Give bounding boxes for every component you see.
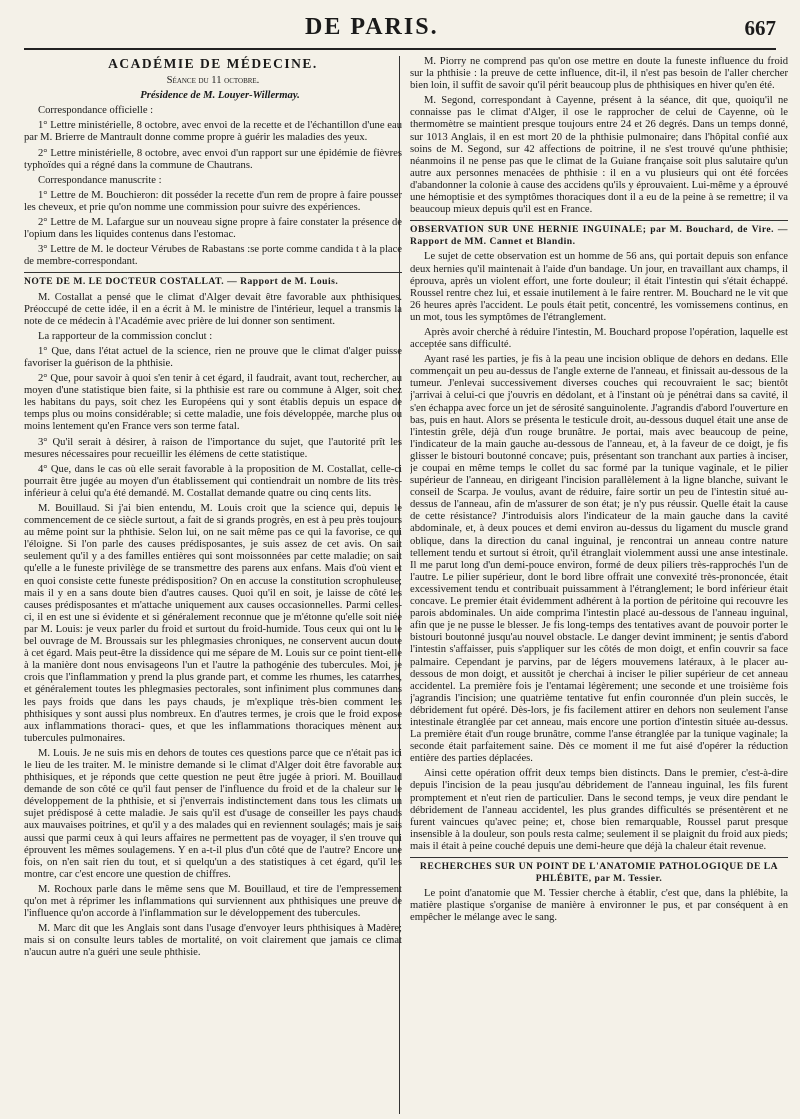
paragraph: M. Costallat a pensé que le climat d'Alger devait être favorable aux phthisiques. Préoccupé de cette idée, il en a écrit à M. le ministre de l'intérieur, lequel a transmis la note de ce médecin à l'Académie avec prière de lui donner son sentiment.: [24, 291, 402, 327]
section-title: ACADÉMIE DE MÉDECINE.: [108, 56, 318, 71]
paragraph: 1° Lettre ministérielle, 8 octobre, avec envoi de la recette et de l'échantillon d'une eau par M. Brierre de Mantrault donne comme propre à guérir les maladies des yeux.: [24, 120, 402, 144]
paragraph: M. Rochoux parle dans le même sens que M. Bouillaud, et tire de l'empressement qu'on met à réprimer les inflammations qui surviennent aux phthisiques une preuve de l'influence qu'on accorde à l'inflammation sur le développement des tubercules.: [24, 883, 402, 920]
seance-date: Séance du 11 octobre.: [166, 75, 260, 87]
paragraph: M. Piorry ne comprend pas qu'on ose mettre en doute la funeste influence du froid sur la phthisie : la preuve de cette influence, dit-il, il n'est pas besoin de l'aller chercher bien loin, il suffit de savoir qu'il périt beaucoup plus de phthisiques en hiver qu'en été.: [410, 56, 788, 92]
paragraph: Le sujet de cette observation est un homme de 56 ans, qui portait depuis son enfance deux hernies qu'il maintenait à l'aide d'un bandage. Un jour, en travaillant aux champs, il éprouva, après un violent effort, une forte douleur; il était l'intestin qui s'était échappé. Roussel rentre chez lui, et essaie inutilement à le faire rentrer. M. Bouchard ne le vit que 26 heures après l'accident. Le pouls était petit, concentré, les vomissemens continus, en un mot, tous les symptômes de l'étranglement.: [410, 251, 788, 323]
newspaper-title: DE PARIS.: [305, 14, 439, 40]
right-column: [410, 56, 788, 1114]
paragraph: M. Bouillaud. Si j'ai bien entendu, M. Louis croit que la science qui, depuis le commencement de ce siècle surtout, a fait de si grands progrès, en est à peu près toujours au même point sur la phthisie. Selon lui, on ne sait même pas ce qui la favorise, ce qui l'éloigne. Si l'on parle des causes prédisposantes, je suis assez de cet avis. On sait seulement qu'il y a des familles entières qui sont moissonnées par cette maladie; on sait qu'elle a le funeste privilège de se transmettre des parens aux enfans. Mais d'où vient et en quoi consiste cette funeste prédisposition? On en accuse la constitution scrophuleuse; mais il y en a sans doute bien d'autres causes. Quoi qu'il en soit, je laisse de côté les causes prédisposantes et m'attache uniquement aux causes occasionnelles. Parmi celles-ci, il en est une si évidente et si généralement reconnue que je m'étonne qu'elle soit niée par M. Louis: je veux parler du froid et surtout du froid-humide. Tous ceux qui ont lu le bel ouvrage de M. Broussais sur les phlegmasies chroniques, ne conservent aucun doute à cet égard. Mais peut-être la dissidence qui me sépare de M. Louis sur ce point tient-elle à la manière dont nous envisageons l'un et l'autre la pathogénie des tubercules. Moi, je crois que l'inflammation y prend la plus grande part, et comme les rhumes, les catarrhes, et généralement toutes les phlegmasies pectorales, sont infiniment plus communes dans les pays froids que dans les pays chauds, je m'explique très-bien comment les phthisiques y sont aussi plus nombreux. En d'autres termes, je crois que le froid expose aux inflammations thoraci- ques, et que les inflammations thoraciques mènent aux tubercules pulmonaires.: [24, 503, 402, 744]
paragraph: Ainsi cette opération offrit deux temps bien distincts. Dans le premier, c'est-à-dire depuis l'incision de la peau jusqu'au débridement de l'anneau inguinal, les fils furent promptement et n'eut rien de particulier. Dans le second temps, je veux dire pendant le débridement de l'anneau accidentel, les plus grandes difficultés se présentèrent et ne furent vaincues qu'avec peine; et, chose bien remarquable, Roussel parut presque insensible à la douleur, son pouls resta calme; seulement il se plaignit du froid aux pieds; mais il était à peine couché depuis une demi-heure que déjà la chaleur était revenue.: [410, 768, 788, 852]
section-rule: [410, 220, 788, 221]
paragraph: Ayant rasé les parties, je fis à la peau une incision oblique de dehors en dedans. Elle commençait un peu au-dessus de l'angle externe de l'anneau, et finissait au-dessous de la tumeur. J'enlevai successivement diverses couches qui recouvraient le sac; bientôt j'arrivai à celui-ci que j'ouvris en dédolant, et à l'instant où je pénétrai dans sa cavité, il s'en échappa avec force un jet de sérosité sanguinolente. J'agrandis d'abord l'ouverture en bas, puis en haut. Alors se présenta le testicule droit, au-dessous duquel était une anse de l'intestin grêle, déjà d'un rouge brunâtre. Je portai, mais avec beaucoup de peine, l'indicateur de la main gauche au-dessous de l'anneau, et, à la faveur de ce doigt, je fis glisser le bistouri boutonné concave; puis, présentant son tranchant aux parties à inciser, je coupai en même temps le collet du sac formé par la tunique vaginale, et le pilier supérieur de l'anneau, en dirigeant l'incision parallèlement à la ligne blanche, suivant le conseil de Scarpa. Je voulus, avant de réduire, faire sortir un peu de l'intestin situé au-dessus de l'anneau, afin de m'assurer de son état; je n'y pus réussir. Quelle était la cause de cette résistance? J'introduisis alors l'indicateur de la main gauche dans la cavité abdominale, et, à deux pouces et demi environ au-dessus du ligament du muscle grand oblique, dans la direction du canal inguinal, je rencontrai un anneau contre nature tellement tendu et surtout si étroit, qu'il étranglait violemment aussi une anse intestinale. Il me parut long d'un demi-pouce environ, formé de deux piliers très-rapprochés l'un de l'autre. Le pilier supérieur, dont le bord libre offrait une convexité très-prononcée, était excessivement tendu et contribuait puissamment à l'étranglement; le bord inférieur était concave. Le premier était évidemment adhérent à la portion de péritoine qui recouvre les parois abdominales. Un aide comprima l'intestin placé au-dessous de l'anneau inguinal, afin que je ne pusse le blesser. Je fis long-temps des tentatives avant de pouvoir porter le bistouri boutonné jusqu'au nouvel obstacle. Le danger devint imminent; je sentis d'abord l'intestin s'affaisser, puis s'appliquer sur les côtés de mon doigt, et enfin couvrir sa face palmaire. Cependant je parvins, par de légers mouvemens latéraux, à le placer au-dessous de mon doigt, et aussitôt je cherchai à inciser le pilier supérieur de cet anneau accidentel. La première fois je l'entamai légèrement; une seconde et une troisième fois j'agrandis l'incision; une quatrième tentative fut enfin couronnée d'un plein succès, le débridement fut opéré. Dès-lors, je fis facilement attirer en dehors non seulement l'anse intestinale étranglée par cet anneau, mais encore une portion d'intestin située au-dessus. La première était d'un rouge brunâtre, comme l'anse étranglée par la tunique vaginale; la seconde était parfaitement saine. Dès ce moment il me fut aisé d'opérer la réduction entière des parties déplacées.: [410, 354, 788, 765]
paragraph: 1° Lettre de M. Bouchieron: dit posséder la recette d'un rem de propre à faire pousser les cheveux, et prie qu'on nomme une commission pour suivre des expériences.: [24, 189, 402, 213]
paragraph: M. Segond, correspondant à Cayenne, présent à la séance, dit que, quoiqu'il ne connaisse pas le climat d'Alger, il ose le rapprocher de celui de Cayenne, où le thermomètre se maintient presque toujours entre 24 et 26 degrés. Dans un temps donné, sur 1013 Anglais, il en est mort 20 de la phthisie pulmonaire; dans l'hôpital confié aux soins de M. Segond, sur 42 affections de poitrine, il ne s'est trouvé qu'une phthisie; néanmoins il ne pense pas que le climat de la Guiane française soit plus salutaire qu'un autre aux personnes menacées de phthisie : il en a vu plusieurs qui ont été forcées d'abandonner la colonie à cause des accidens qu'ils y éprouvaient. Lui-même y a éprouvé une hémoptisie et des symptômes thoraciques dont il a eu de la peine à se remettre; il va beaucoup mieux depuis qu'il est en France.: [410, 95, 788, 216]
recherches-title: RECHERCHES SUR UN POINT DE L'ANATOMIE PATHOLOGIQUE DE LA PHLÉBITE, par M. Tessier.: [419, 861, 779, 885]
paragraph: 2° Lettre de M. Lafargue sur un nouveau signe propre à faire constater la présence de l'opium dans les liquides contenus dans l'estomac.: [24, 217, 402, 241]
paragraph: 2° Lettre ministérielle, 8 octobre, avec envoi d'un rapport sur une épidémie de fièvres typhoïdes qui a régné dans la commune de Chautrans.: [24, 147, 402, 171]
paragraph: M. Marc dit que les Anglais sont dans l'usage d'envoyer leurs phthisiques à Madère; mais si on consulte leurs tables de mortalité, on voit clairement que jamais ce climat n'aucun autre n'a guéri une seule phthisie.: [24, 923, 402, 959]
section-rule: [410, 857, 788, 858]
paragraph: La rapporteur de la commission conclut :: [38, 330, 213, 342]
paragraph: 1° Que, dans l'état actuel de la science, rien ne prouve que le climat d'alger puisse favoriser la guérison de la phthisie.: [24, 345, 402, 369]
masthead: [0, 0, 800, 48]
paragraph: M. Louis. Je ne suis mis en dehors de toutes ces questions parce que ce n'était pas ici le lieu de les traiter. M. le ministre demande si le climat d'Alger doit être favorable aux phthisiques, et je réponds que cette question ne peut être jugée à priori. M. Bouillaud demande de son côté ce qu'il faut penser de l'influence du froid et de la chaleur sur le développement de la phthisie, et si j'enverrais indistinctement dans tous les climats un sujet prédisposé à cette maladie. Je sais qu'il est d'usage de conseiller les pays chauds aux mauvaises poitrines, et qu'il y a des malades qui en reviennent soulagés; mais je sais aussi que parmi ceux à qui leurs affaires ne permettent pas de voyager, il s'en trouve qui éprouvent les mêmes soulagemens. Y en a-t-il plus d'un côté que de l'autre? Encore une fois, on n'en sait rien du tout, et si quelqu'un a des statistiques à cet égard, qu'il les montre, car c'est encore une question de chiffres.: [24, 747, 402, 880]
observation-title: OBSERVATION SUR UNE HERNIE INGUINALE; par M. Bouchard, de Vire. — Rapport de MM. Cannet et Blandin.: [410, 224, 788, 248]
presidence: Présidence de M. Louyer-Willermay.: [140, 90, 300, 102]
page-number: 667: [744, 16, 776, 40]
paragraph: 4° Que, dans le cas où elle serait favorable à la proposition de M. Costallat, celle-ci pourrait être jugée au moyen d'un établissement qui contiendrait un nombre de lits très-inférieur à celui qu'a été demandé. M. Costallat demande quatre ou cinq cents lits.: [24, 463, 402, 499]
paragraph: 2° Que, pour savoir à quoi s'en tenir à cet égard, il faudrait, avant tout, rechercher, au moyen d'une statistique bien faite, si la phthisie est rare ou commune à Alger, soit chez les habitans du pays, soit chez les Européens qui y sont établis depuis un espace de temps plus ou moins considérable; si cette maladie, une fois développée, marche plus ou moins lentement qu'en France vers son terme fatal.: [24, 373, 402, 433]
paragraph: Correspondance manuscrite :: [38, 174, 162, 186]
section-rule: [24, 272, 402, 273]
paragraph: Le point d'anatomie que M. Tessier cherche à établir, c'est que, dans la phlébite, la matière plastique s'organise de manière à environner le pus, et par conséquent à en empêcher le mélange avec le sang.: [410, 888, 788, 924]
paragraph: 3° Qu'il serait à désirer, à raison de l'importance du sujet, que l'autorité prît les mesures nécessaires pour recueillir les élémens de cette statistique.: [24, 436, 402, 460]
paragraph: Correspondance officielle :: [38, 105, 154, 117]
paragraph: Après avoir cherché à réduire l'intestin, M. Bouchard propose l'opération, laquelle est acceptée sans difficulté.: [410, 326, 788, 351]
note-title: NOTE DE M. LE DOCTEUR COSTALLAT. — Rapport de M. Louis.: [24, 276, 339, 288]
left-column: [24, 56, 402, 1114]
header-rule: [24, 48, 776, 50]
paragraph: 3° Lettre de M. le docteur Vérubes de Rabastans :se porte comme candida t à la place de membre-correspondant.: [24, 244, 402, 268]
